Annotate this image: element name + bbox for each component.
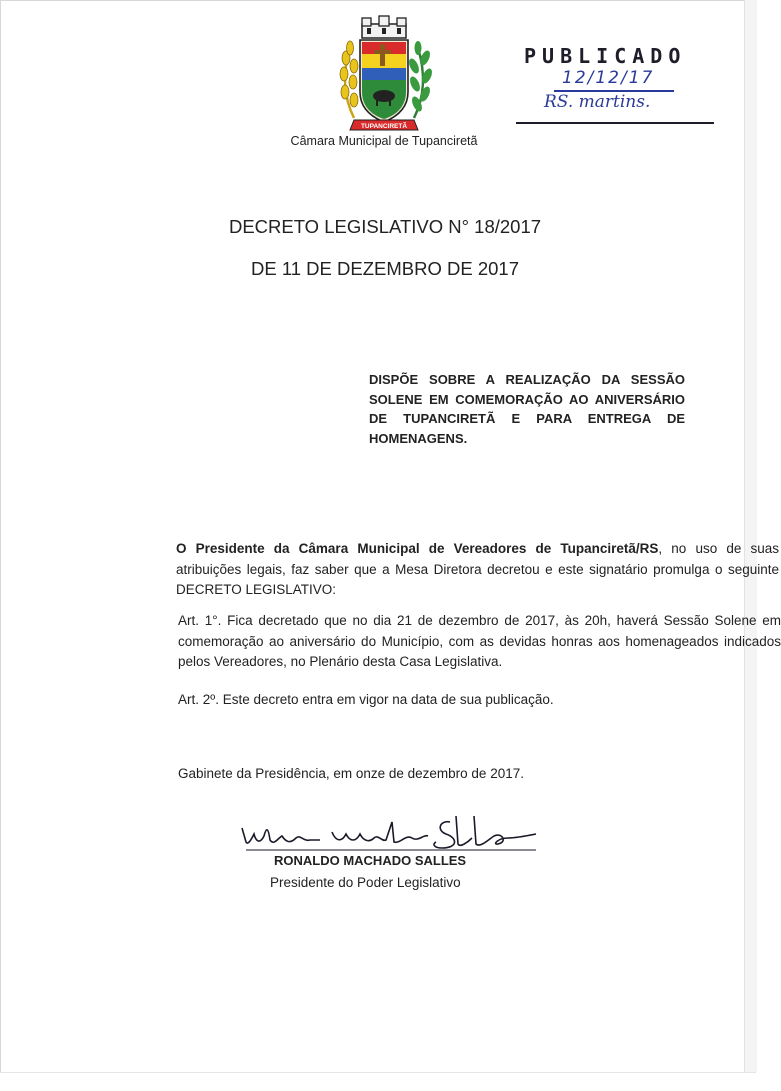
- preamble-paragraph: [82, 539, 779, 601]
- decree-title: DECRETO LEGISLATIVO N° 18/2017: [228, 216, 542, 237]
- decree-summary: DISPÕE SOBRE A REALIZAÇÃO DA SESSÃO SOLENE EM COMEMORAÇÃO AO ANIVERSÁRIO DE TUPANCIRETÃ E PARA ENTREGA DE HOMENAGENS.: [369, 372, 685, 446]
- article-2: Art. 2º. Este decreto entra em vigor na data de sua publicação.: [178, 692, 554, 707]
- published-stamp: [514, 44, 714, 128]
- stamp-handwritten-signature: RS. martins.: [544, 92, 651, 112]
- signer-name: RONALDO MACHADO SALLES: [274, 853, 467, 868]
- crest-banner: [350, 120, 418, 130]
- wheat-sheaf-icon: [340, 41, 358, 118]
- decree-date-title: DE 11 DE DEZEMBRO DE 2017: [251, 258, 519, 279]
- article-1: Art. 1°. Fica decretado que no dia 21 de dezembro de 2017, às 20h, haverá Sessão Solene em comemoração ao aniversário do Município, com as devidas honras aos homenageados indicados pelos Vereadores, no Plenário desta Casa Legislativa.: [178, 613, 781, 669]
- organization-name: Câmara Municipal de Tupanciretã: [290, 134, 478, 148]
- crest-banner-text: TUPANCIRETÃ: [360, 123, 408, 130]
- mural-crown-icon: [362, 16, 406, 38]
- municipal-coat-of-arms: [332, 14, 436, 138]
- scan-edge-bottom: [0, 1072, 756, 1091]
- stamp-label: PUBLICADO: [524, 44, 687, 68]
- preamble-bold: O Presidente da Câmara Municipal de Vereadores de Tupanciretã/RS: [176, 541, 659, 556]
- preamble-rest: , no uso de suas atribuições legais, faz saber que a Mesa Diretora decretou e este signatário promulga o seguinte DECRETO LEGISLATIVO:: [176, 541, 779, 597]
- closing-line: Gabinete da Presidência, em onze de dezembro de 2017.: [178, 766, 524, 781]
- shield-icon: [360, 40, 408, 122]
- signer-role: Presidente do Poder Legislativo: [270, 875, 461, 890]
- green-branch-icon: [407, 41, 434, 118]
- stamp-date: 12/12/17: [562, 68, 655, 88]
- scan-edge-right: [744, 0, 757, 1072]
- stamp-signature-line: [516, 122, 714, 124]
